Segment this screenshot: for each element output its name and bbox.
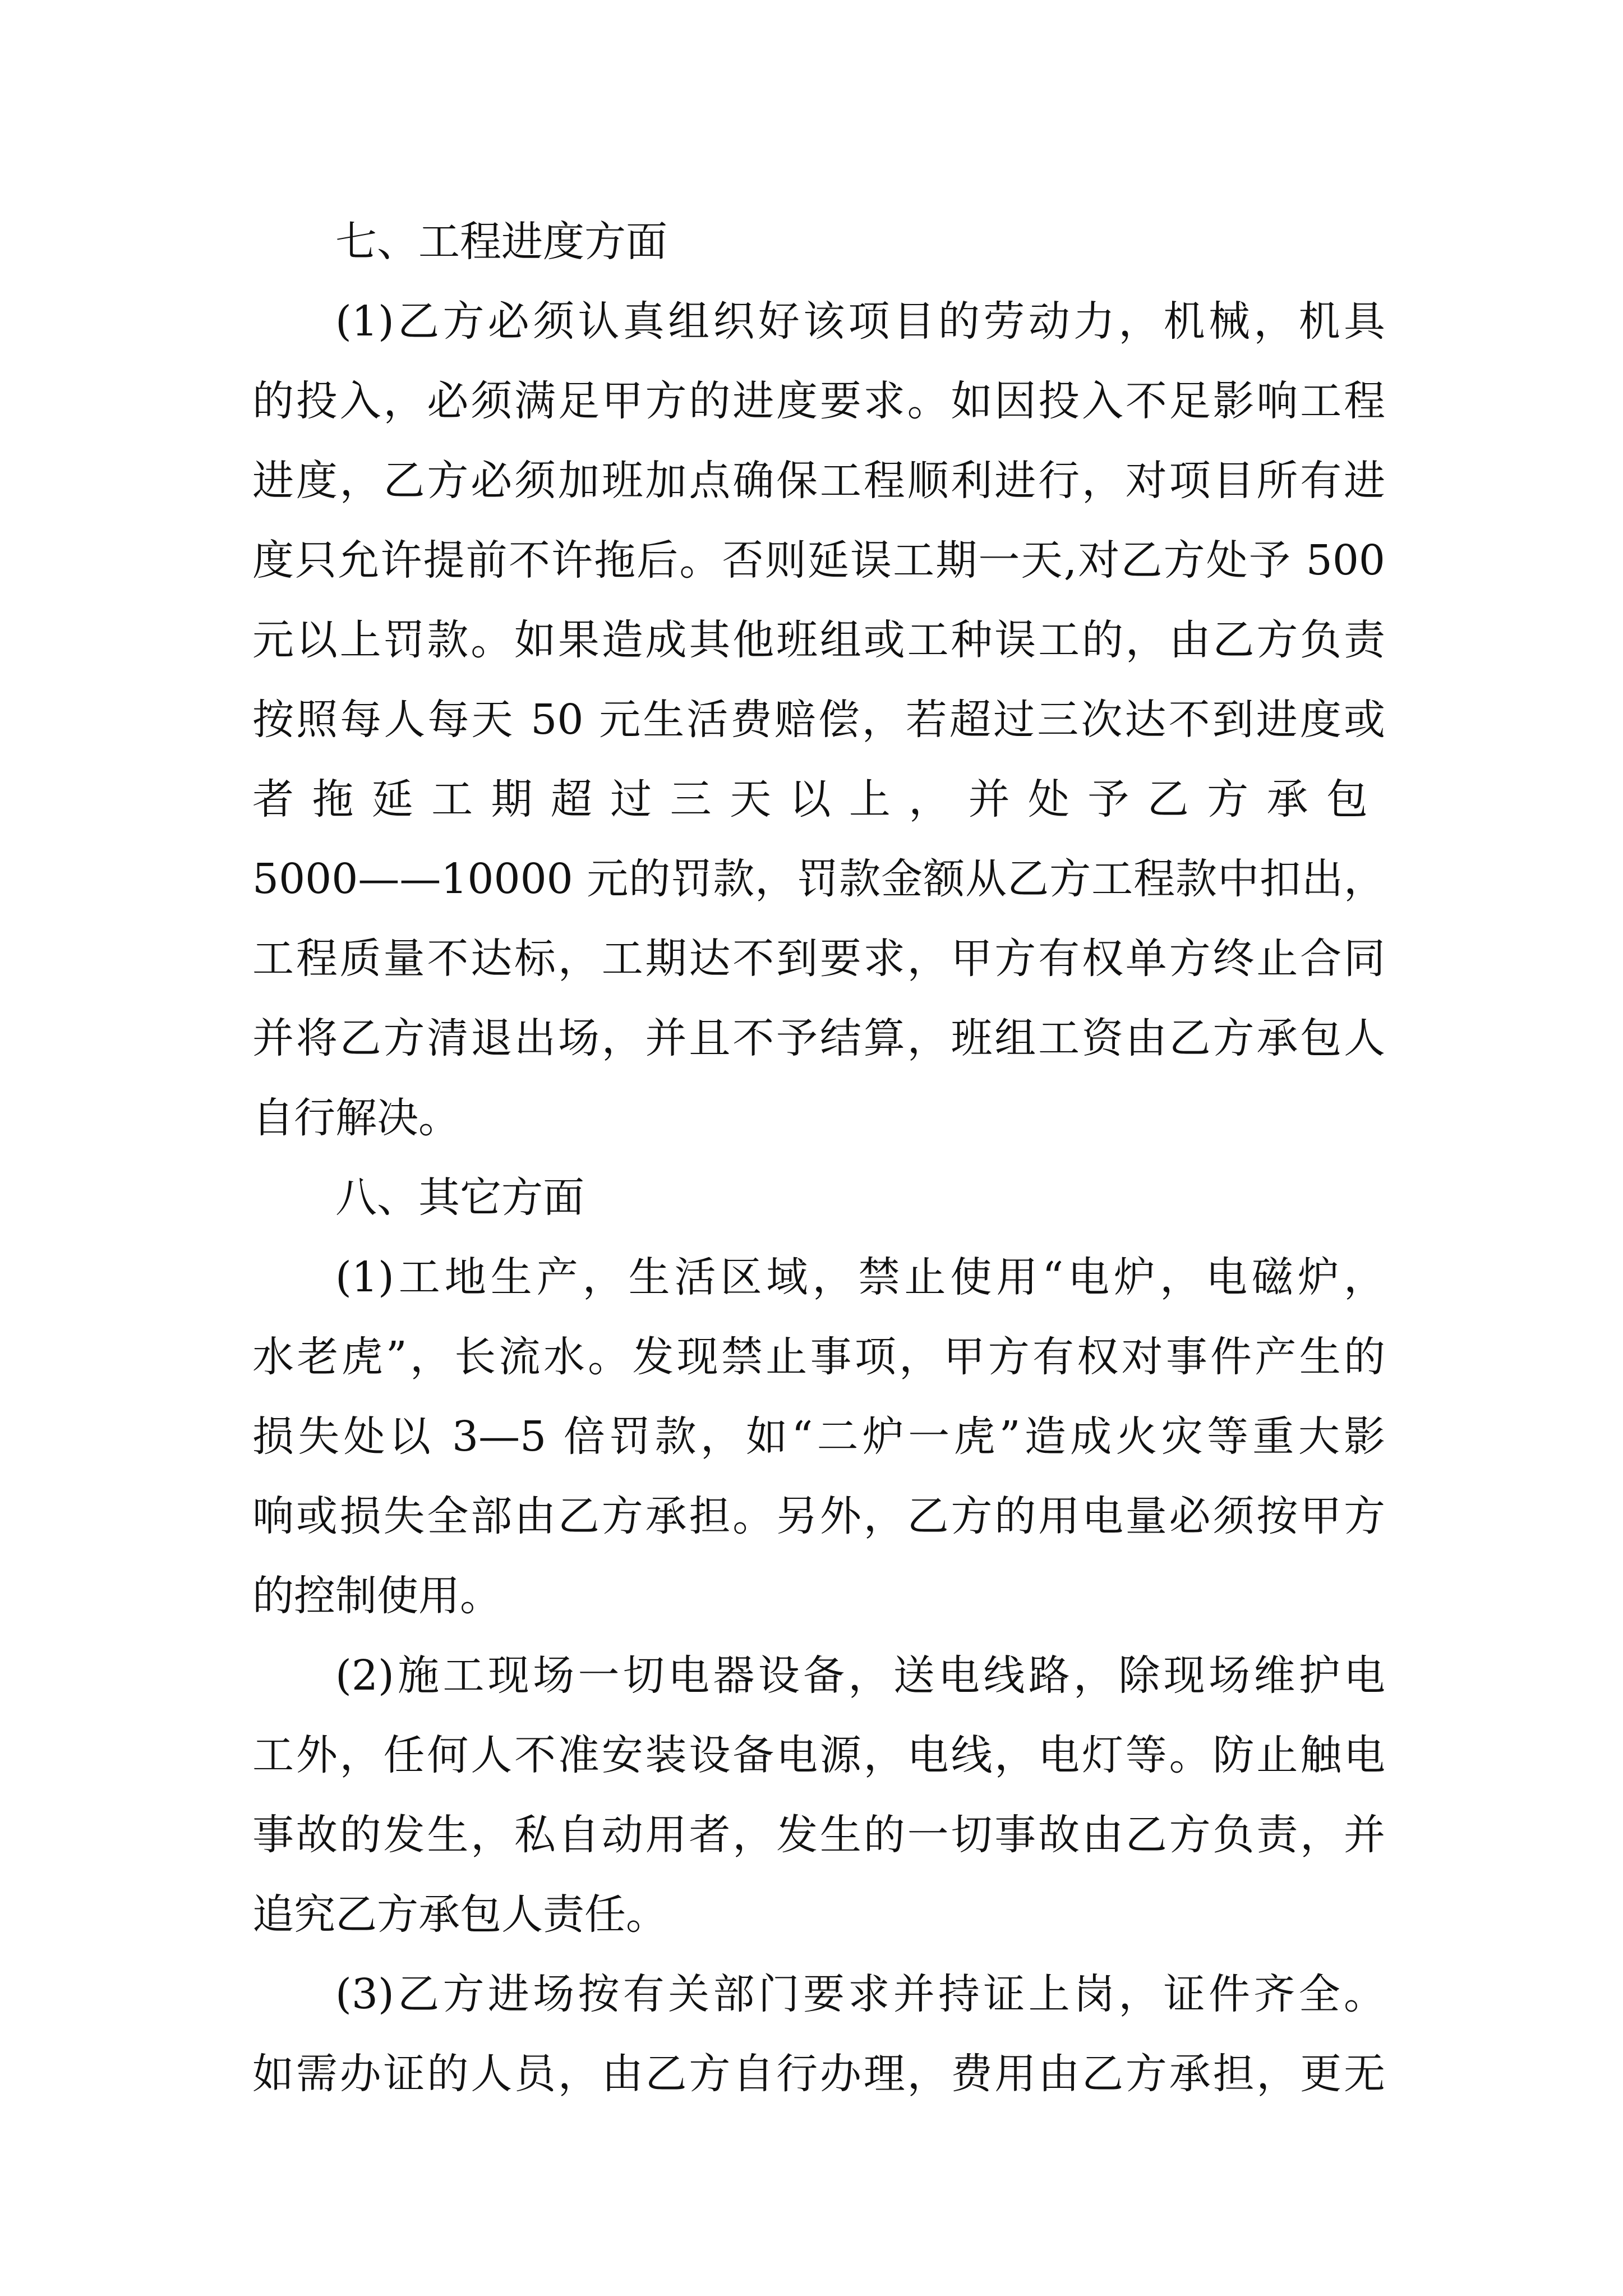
paragraph-line: 工程质量不达标，工期达不到要求，甲方有权单方终止合同 xyxy=(252,935,1385,983)
paragraph-line: (2)施工现场一切电器设备，送电线路，除现场维护电 xyxy=(335,1651,1385,1700)
paragraph-line: 元以上罚款。如果造成其他班组或工种误工的，由乙方负责 xyxy=(252,616,1385,664)
paragraph-line: 水老虎”，长流水。发现禁止事项，甲方有权对事件产生的 xyxy=(252,1333,1385,1381)
paragraph-line: 追究乙方承包人责任。 xyxy=(252,1890,667,1939)
paragraph-line: 自行解决。 xyxy=(252,1094,460,1142)
paragraph-line: 者拖延工期超过三天以上，并处予乙方承包 xyxy=(252,775,1385,823)
section-heading-8: 八、其它方面 xyxy=(335,1174,584,1222)
paragraph-line: 并将乙方清退出场，并且不予结算，班组工资由乙方承包人 xyxy=(252,1014,1385,1062)
paragraph-line: 响或损失全部由乙方承担。另外，乙方的用电量必须按甲方 xyxy=(252,1492,1385,1540)
paragraph-line: (1)工地生产，生活区域，禁止使用“电炉，电磁炉， xyxy=(335,1253,1385,1301)
paragraph-line: 的投入，必须满足甲方的进度要求。如因投入不足影响工程 xyxy=(252,377,1385,425)
paragraph-line: 进度，乙方必须加班加点确保工程顺利进行，对项目所有进 xyxy=(252,457,1385,505)
paragraph-line: 的控制使用。 xyxy=(252,1572,501,1620)
paragraph-line: (1)乙方必须认真组织好该项目的劳动力，机械，机具 xyxy=(335,297,1385,346)
paragraph-line: 损失处以 3—5 倍罚款，如“二炉一虎”造成火灾等重大影 xyxy=(252,1412,1385,1461)
section-heading-7: 七、工程进度方面 xyxy=(335,218,667,266)
document-body xyxy=(252,202,1385,2114)
paragraph-line: 工外，任何人不准安装设备电源，电线，电灯等。防止触电 xyxy=(252,1731,1385,1779)
paragraph-line: 5000——10000 元的罚款，罚款金额从乙方工程款中扣出， xyxy=(252,855,1385,903)
paragraph-line: 度只允许提前不许拖后。否则延误工期一天,对乙方处予 500 xyxy=(252,536,1385,585)
paragraph-line: 事故的发生，私自动用者，发生的一切事故由乙方负责，并 xyxy=(252,1811,1385,1859)
paragraph-line: 如需办证的人员，由乙方自行办理，费用由乙方承担，更无 xyxy=(252,2050,1385,2098)
paragraph-line: 按照每人每天 50 元生活费赔偿，若超过三次达不到进度或 xyxy=(252,696,1385,744)
paragraph-line: (3)乙方进场按有关部门要求并持证上岗，证件齐全。 xyxy=(335,1970,1385,2018)
